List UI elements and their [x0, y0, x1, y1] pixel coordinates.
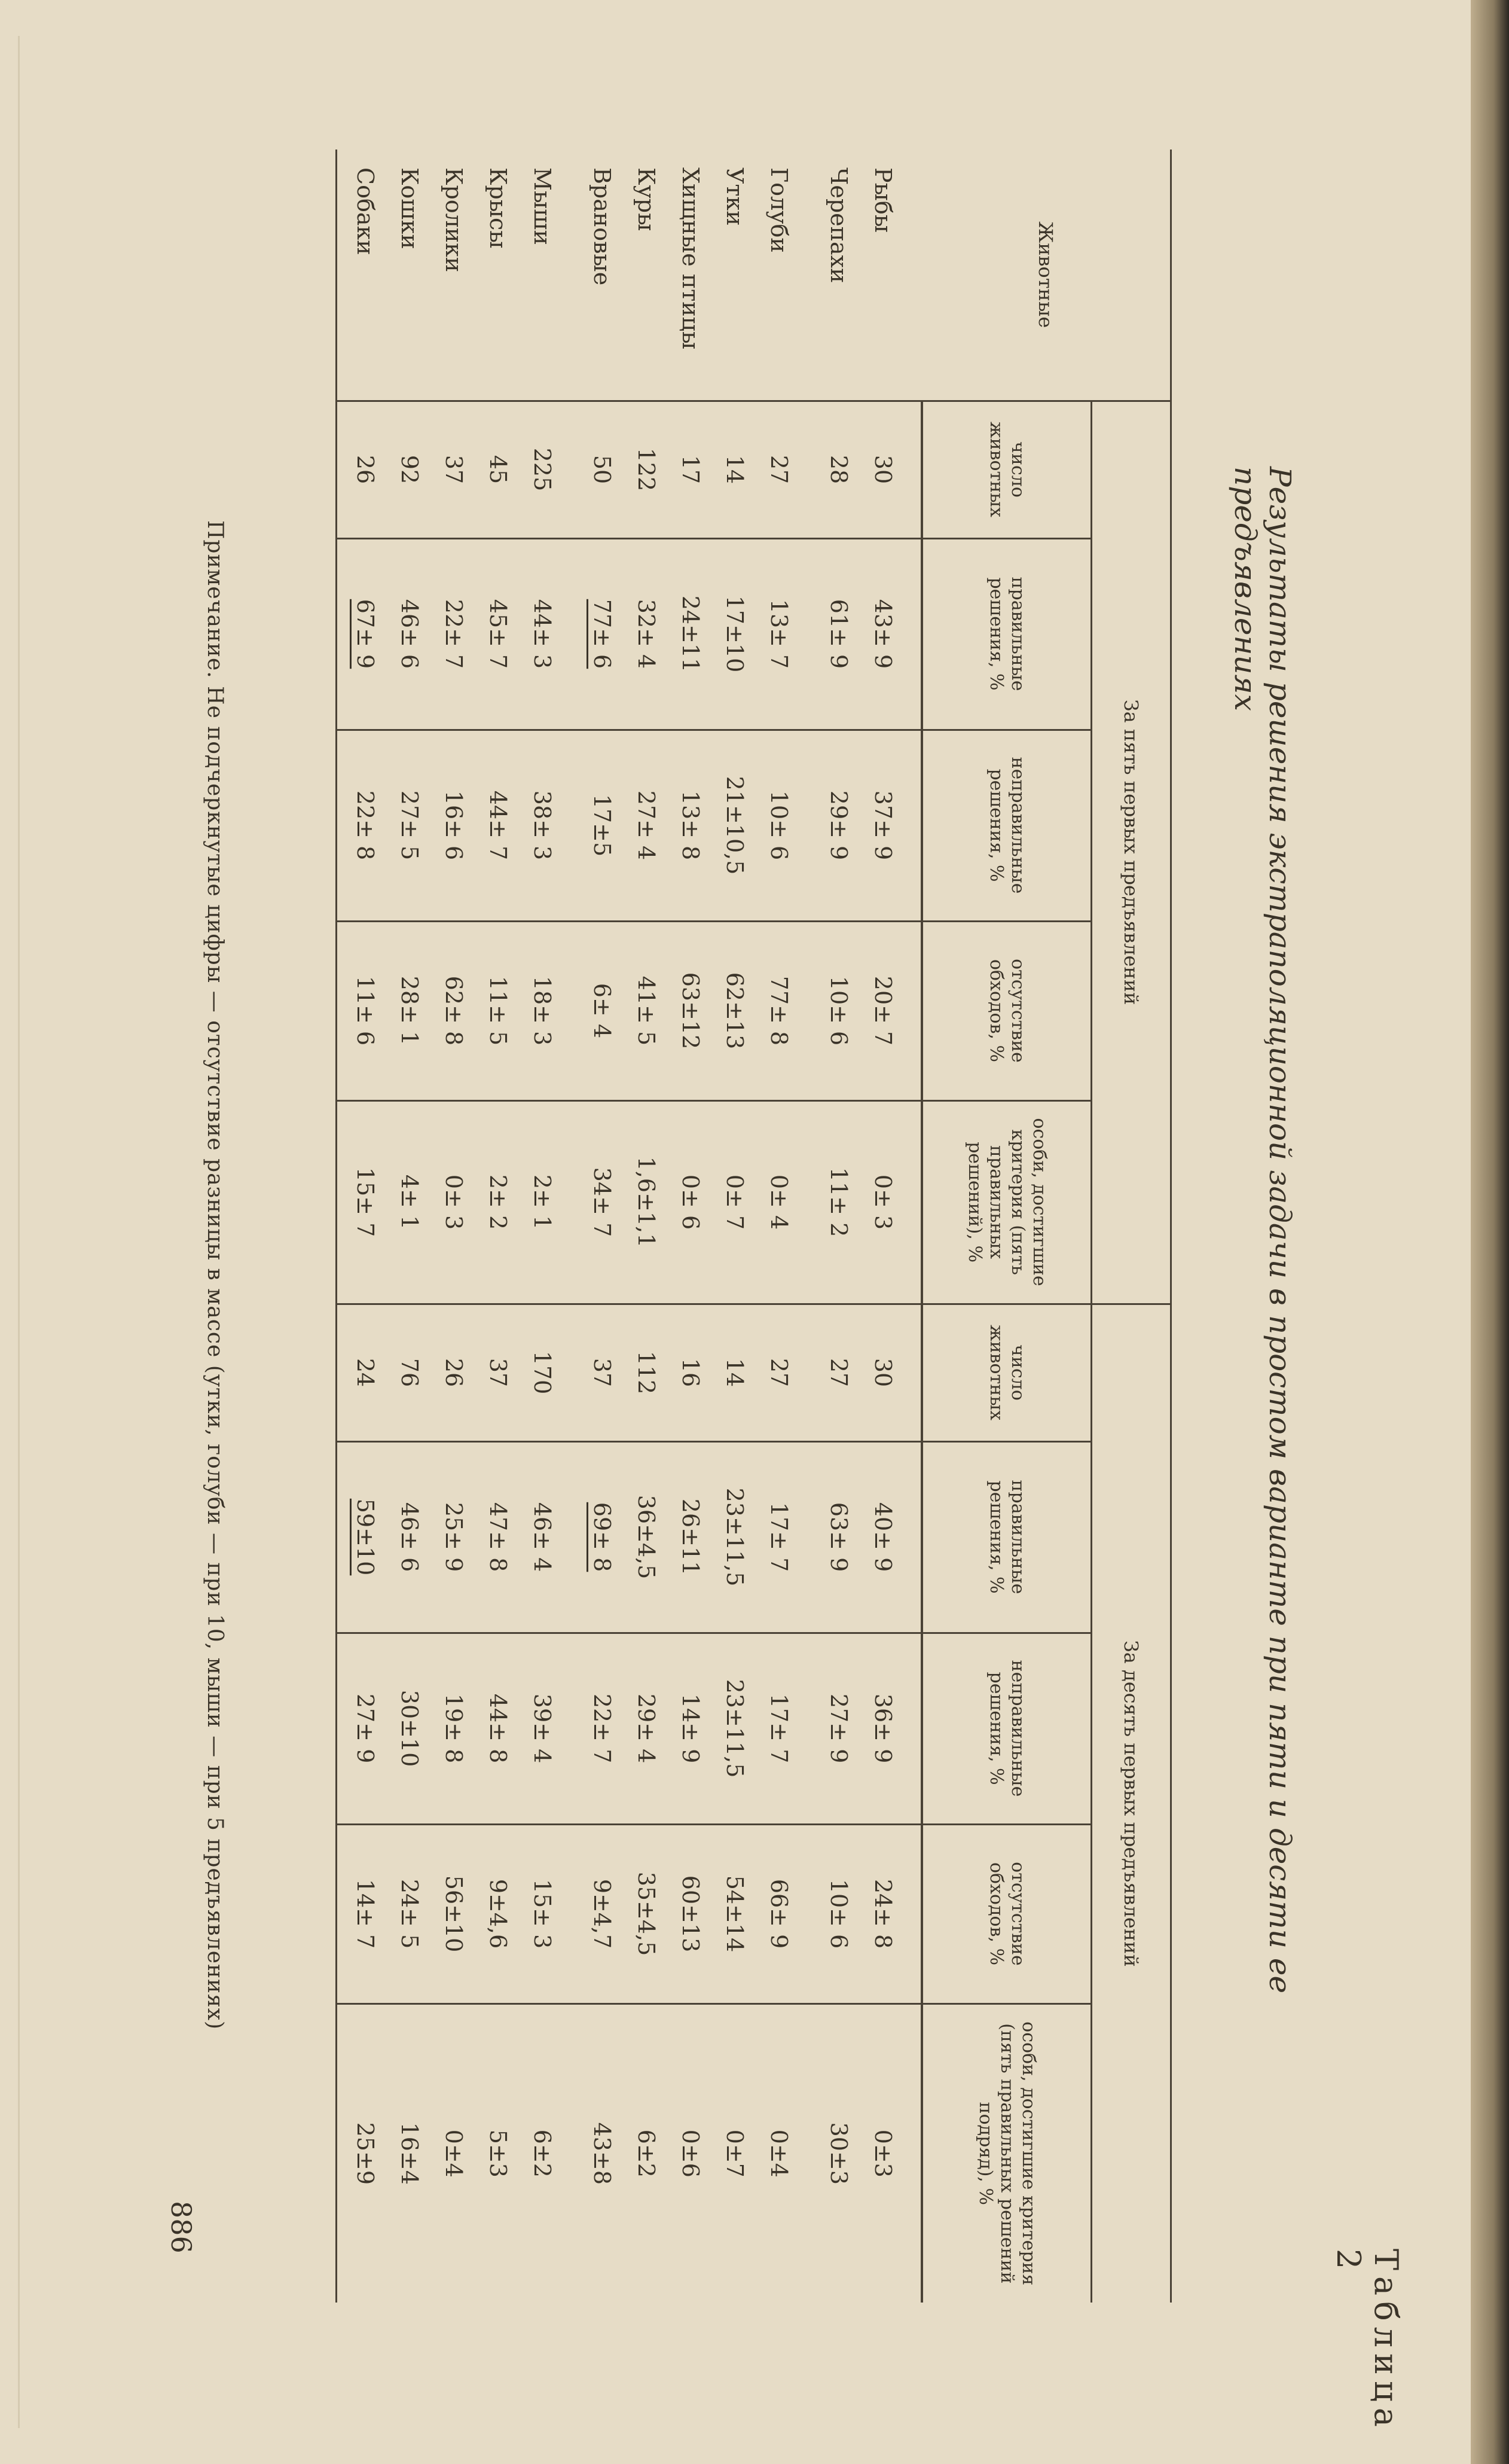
cell: 17±10: [713, 538, 757, 730]
cell: 24± 8: [861, 1824, 905, 2003]
cell: 1,6±1,1: [624, 1100, 668, 1304]
row-name: Хищные птицы: [677, 167, 704, 350]
cell: 4± 1: [387, 1100, 432, 1304]
cell: 43±8: [580, 2003, 624, 2303]
cell: 27± 4: [624, 730, 668, 921]
cell: 28: [817, 401, 861, 538]
table-label: Таблица 2: [1330, 2249, 1405, 2433]
table-row: [757, 150, 801, 2303]
cell: 45± 7: [476, 538, 520, 730]
cell: 0±4: [757, 2003, 801, 2303]
cell: 67± 9: [343, 538, 387, 730]
header-no-detours-5: отсутствие обходов, %: [922, 921, 1092, 1100]
cell: 24± 5: [387, 1824, 432, 2003]
cell: 44± 3: [520, 538, 564, 730]
cell: 30: [861, 401, 905, 538]
cell: 112: [624, 1304, 668, 1441]
cell: 45: [476, 401, 520, 538]
cell: 59±10: [343, 1441, 387, 1633]
cell: 11± 2: [817, 1100, 861, 1304]
row-name: Кошки: [396, 167, 423, 249]
header-criterion-5: особи, достигшие критерия (пять правильных решений), %: [922, 1100, 1092, 1304]
cell: 0±6: [668, 2003, 713, 2303]
cell: 0± 3: [861, 1100, 905, 1304]
cell: 14± 9: [668, 1633, 713, 1824]
header-row-groups: [1092, 150, 1171, 2303]
cell: 122: [624, 401, 668, 538]
cell: 27: [817, 1304, 861, 1441]
cell: 23±11,5: [713, 1633, 757, 1824]
results-table: [335, 150, 1172, 2303]
cell: 17± 7: [757, 1441, 801, 1633]
cell: 62± 8: [432, 921, 476, 1100]
cell: 13± 8: [668, 730, 713, 921]
book-binding-edge: [1471, 0, 1509, 2464]
table-row: [580, 150, 624, 2303]
cell: 46± 6: [387, 1441, 432, 1633]
cell: 30±3: [817, 2003, 861, 2303]
cell: 9±4,7: [580, 1824, 624, 2003]
cell: 37: [476, 1304, 520, 1441]
header-incorrect-10: неправильные решения, %: [922, 1633, 1092, 1824]
row-name: Собаки: [352, 167, 378, 255]
table-row: [713, 150, 757, 2303]
cell: 26±11: [668, 1441, 713, 1633]
cell: 2± 2: [476, 1100, 520, 1304]
cell: 22± 7: [432, 538, 476, 730]
cell: 0±4: [432, 2003, 476, 2303]
table-row: [476, 150, 520, 2303]
table-note: Примечание. Не подчеркнутые цифры — отсутствие разницы в массе (утки, голуби — при 10, мыши — при 5 предъявлениях): [203, 520, 227, 2030]
cell: 27± 9: [343, 1633, 387, 1824]
header-group-ten: За десять первых предъявлений: [1092, 1304, 1171, 2303]
cell: 2± 1: [520, 1100, 564, 1304]
cell: 36± 9: [861, 1633, 905, 1824]
cell: 27± 5: [387, 730, 432, 921]
cell: 18± 3: [520, 921, 564, 1100]
cell: 56±10: [432, 1824, 476, 2003]
row-name: Кролики: [441, 167, 467, 273]
cell: 16± 6: [432, 730, 476, 921]
header-no-detours-10: отсутствие обходов, %: [922, 1824, 1092, 2003]
cell: 76: [387, 1304, 432, 1441]
cell: 41± 5: [624, 921, 668, 1100]
row-name: Голуби: [766, 167, 792, 253]
cell: 11± 6: [343, 921, 387, 1100]
table-row: [624, 150, 668, 2303]
row-name: Рыбы: [870, 167, 896, 233]
cell: 43± 9: [861, 538, 905, 730]
cell: 22± 8: [343, 730, 387, 921]
cell: 29± 4: [624, 1633, 668, 1824]
cell: 0± 6: [668, 1100, 713, 1304]
cell: 44± 7: [476, 730, 520, 921]
cell: 0± 7: [713, 1100, 757, 1304]
cell: 17: [668, 401, 713, 538]
table-row: [343, 150, 387, 2303]
cell: 225: [520, 401, 564, 538]
row-name: Черепахи: [826, 167, 852, 283]
header-correct-5: правильные решения, %: [922, 538, 1092, 730]
row-name: Мыши: [529, 167, 555, 245]
cell: 36±4,5: [624, 1441, 668, 1633]
table-caption: Результаты решения экстраполяционной задачи в простом варианте при пяти и десяти ее предъявлениях: [1228, 466, 1297, 1994]
cell: 9±4,6: [476, 1824, 520, 2003]
cell: 16: [668, 1304, 713, 1441]
header-row-columns: [922, 150, 1092, 2303]
cell: 44± 8: [476, 1633, 520, 1824]
table-row: [520, 150, 564, 2303]
cell: 50: [580, 401, 624, 538]
cell: 32± 4: [624, 538, 668, 730]
table-row: [861, 150, 905, 2303]
header-criterion-10: особи, достигшие критерия (пять правильных решений подряд), %: [922, 2003, 1092, 2303]
table-row: [387, 150, 432, 2303]
cell: 6±2: [624, 2003, 668, 2303]
cell: 77± 6: [580, 538, 624, 730]
cell: 69± 8: [580, 1441, 624, 1633]
cell: 27± 9: [817, 1633, 861, 1824]
cell: 0± 4: [757, 1100, 801, 1304]
cell: 15± 7: [343, 1100, 387, 1304]
cell: 170: [520, 1304, 564, 1441]
cell: 24±11: [668, 538, 713, 730]
cell: 0±7: [713, 2003, 757, 2303]
header-animals: Животные: [922, 150, 1171, 401]
page-number: 886: [165, 2201, 197, 2253]
cell: 25±9: [343, 2003, 387, 2303]
header-num-animals-5: число животных: [922, 401, 1092, 538]
cell: 21±10,5: [713, 730, 757, 921]
cell: 16±4: [387, 2003, 432, 2303]
header-correct-10: правильные решения, %: [922, 1441, 1092, 1633]
cell: 6±2: [520, 2003, 564, 2303]
cell: 40± 9: [861, 1441, 905, 1633]
cell: 6± 4: [580, 921, 624, 1100]
cell: 47± 8: [476, 1441, 520, 1633]
cell: 11± 5: [476, 921, 520, 1100]
cell: 35±4,5: [624, 1824, 668, 2003]
cell: 17± 7: [757, 1633, 801, 1824]
cell: 61± 9: [817, 538, 861, 730]
cell: 13± 7: [757, 538, 801, 730]
cell: 34± 7: [580, 1100, 624, 1304]
header-group-five: За пять первых предъявлений: [1092, 401, 1171, 1304]
cell: 63±12: [668, 921, 713, 1100]
cell: 23±11,5: [713, 1441, 757, 1633]
table-row: [668, 150, 713, 2303]
cell: 25± 9: [432, 1441, 476, 1633]
cell: 10± 6: [817, 1824, 861, 2003]
cell: 37: [580, 1304, 624, 1441]
cell: 28± 1: [387, 921, 432, 1100]
cell: 30: [861, 1304, 905, 1441]
cell: 62±13: [713, 921, 757, 1100]
cell: 24: [343, 1304, 387, 1441]
cell: 37: [432, 401, 476, 538]
cell: 27: [757, 1304, 801, 1441]
row-name: Крысы: [485, 167, 511, 249]
cell: 63± 9: [817, 1441, 861, 1633]
cell: 26: [432, 1304, 476, 1441]
cell: 15± 3: [520, 1824, 564, 2003]
cell: 37± 9: [861, 730, 905, 921]
cell: 77± 8: [757, 921, 801, 1100]
row-name: Куры: [633, 167, 659, 231]
cell: 14± 7: [343, 1824, 387, 2003]
cell: 10± 6: [817, 921, 861, 1100]
row-name: Утки: [722, 167, 748, 226]
cell: 19± 8: [432, 1633, 476, 1824]
cell: 92: [387, 401, 432, 538]
cell: 60±13: [668, 1824, 713, 2003]
table-row: [432, 150, 476, 2303]
cell: 29± 9: [817, 730, 861, 921]
cell: 30±10: [387, 1633, 432, 1824]
cell: 46± 4: [520, 1441, 564, 1633]
cell: 66± 9: [757, 1824, 801, 2003]
cell: 38± 3: [520, 730, 564, 921]
cell: 20± 7: [861, 921, 905, 1100]
header-num-animals-10: число животных: [922, 1304, 1092, 1441]
cell: 26: [343, 401, 387, 538]
cell: 0±3: [861, 2003, 905, 2303]
row-name: Врановые: [589, 167, 615, 286]
header-incorrect-5: неправильные решения, %: [922, 730, 1092, 921]
cell: 54±14: [713, 1824, 757, 2003]
cell: 39± 4: [520, 1633, 564, 1824]
cell: 10± 6: [757, 730, 801, 921]
cell: 14: [713, 401, 757, 538]
cell: 46± 6: [387, 538, 432, 730]
cell: 5±3: [476, 2003, 520, 2303]
cell: 0± 3: [432, 1100, 476, 1304]
results-table-wrap: [305, 150, 1172, 2303]
cell: 17±5: [580, 730, 624, 921]
cell: 22± 7: [580, 1633, 624, 1824]
table-row: [817, 150, 861, 2303]
cell: 14: [713, 1304, 757, 1441]
cell: 27: [757, 401, 801, 538]
